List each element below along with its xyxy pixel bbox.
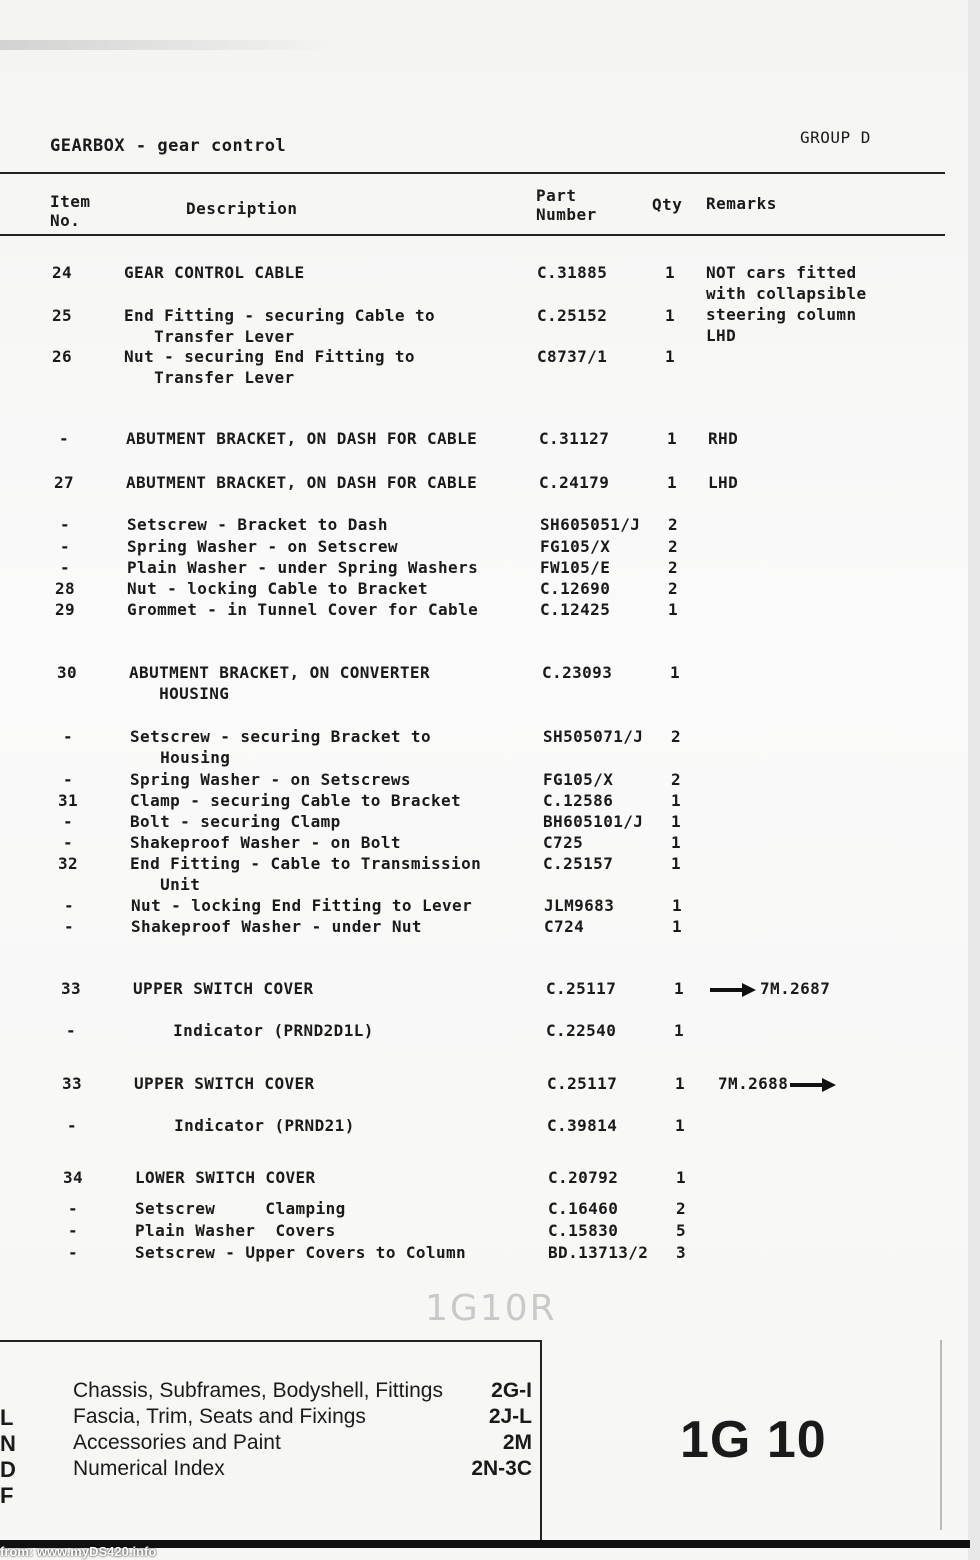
- description-line: Indicator (PRND21): [134, 1116, 355, 1135]
- item-number: -: [67, 1221, 79, 1240]
- item-description: [135, 1198, 346, 1219]
- part-number: FG105/X: [543, 770, 614, 789]
- description-line: Clamp - securing Cable to Bracket: [130, 791, 462, 810]
- part-number: C.25152: [537, 306, 608, 325]
- description-line: Setscrew - Upper Covers to Column: [135, 1243, 467, 1262]
- part-number: C.31127: [539, 429, 610, 448]
- item-description: [131, 895, 472, 916]
- index-section-ref: 2N-3C: [471, 1457, 532, 1480]
- description-line: ABUTMENT BRACKET, ON DASH FOR CABLE: [126, 473, 478, 492]
- part-number: C.39814: [547, 1116, 618, 1135]
- part-number: C.24179: [539, 473, 610, 492]
- item-number: 34: [62, 1168, 84, 1187]
- part-number: C.16460: [548, 1199, 619, 1218]
- col-qty-header: Qty: [652, 195, 683, 214]
- item-number: -: [62, 770, 74, 789]
- item-number: 30: [56, 663, 78, 682]
- part-number: C.22540: [546, 1021, 617, 1040]
- quantity: 1: [664, 306, 676, 325]
- description-line: Setscrew Clamping: [135, 1199, 346, 1218]
- part-number: C.15830: [548, 1221, 619, 1240]
- quantity: 1: [671, 917, 683, 936]
- remarks: [710, 978, 830, 999]
- header-rule-bottom: [0, 234, 945, 236]
- description-line: Shakeproof Washer - under Nut: [131, 917, 422, 936]
- index-section-label: Accessories and Paint: [73, 1431, 281, 1454]
- description-line: Unit: [130, 875, 201, 894]
- quantity: 2: [675, 1199, 687, 1218]
- part-number: FW105/E: [540, 558, 611, 577]
- quantity: 1: [673, 1021, 685, 1040]
- description-line: Spring Washer - on Setscrew: [127, 537, 398, 556]
- quantity: 1: [670, 791, 682, 810]
- footer-divider: [940, 1340, 942, 1530]
- part-number: C.25117: [546, 979, 617, 998]
- part-number: SH605051/J: [540, 515, 641, 534]
- source-credit: from: www.myDS420.info: [0, 1544, 157, 1559]
- item-description: [134, 1115, 355, 1136]
- item-number: -: [62, 812, 74, 831]
- item-description: [124, 262, 305, 283]
- remarks-text: RHD: [708, 429, 739, 448]
- item-number: 32: [57, 854, 79, 873]
- quantity: 2: [667, 515, 679, 534]
- remarks: [708, 472, 738, 493]
- index-section-ref: 2G-I: [491, 1379, 532, 1402]
- item-description: [127, 599, 478, 620]
- part-number: C.25157: [543, 854, 614, 873]
- item-number: -: [67, 1243, 79, 1262]
- item-description: [126, 428, 477, 449]
- item-number: 27: [53, 473, 75, 492]
- part-number: C.31885: [537, 263, 608, 282]
- col-description-header: Description: [186, 199, 298, 218]
- item-description: [127, 514, 388, 535]
- item-description: [130, 832, 401, 853]
- remarks: [718, 1073, 836, 1094]
- item-number: 28: [54, 579, 76, 598]
- col-remarks-header: Remarks: [706, 194, 777, 213]
- description-line: Transfer Lever: [124, 368, 295, 387]
- page-title: GEARBOX - gear control: [50, 136, 287, 156]
- part-number: C8737/1: [537, 347, 608, 366]
- quantity: 2: [667, 558, 679, 577]
- part-number: C725: [543, 833, 584, 852]
- quantity: 1: [675, 1168, 687, 1187]
- quantity: 1: [664, 263, 676, 282]
- description-line: Setscrew - Bracket to Dash: [127, 515, 388, 534]
- item-description: [130, 853, 481, 895]
- arrow-right-icon: [710, 983, 756, 997]
- header-rule-top: [0, 172, 945, 174]
- description-line: UPPER SWITCH COVER: [133, 979, 314, 998]
- description-line: HOUSING: [129, 684, 230, 703]
- part-number: C.12425: [540, 600, 611, 619]
- item-description: [135, 1242, 466, 1263]
- description-line: Setscrew - securing Bracket to: [130, 727, 431, 746]
- part-number: BD.13713/2: [548, 1243, 649, 1262]
- index-section-label: Numerical Index: [73, 1457, 225, 1480]
- quantity: 5: [675, 1221, 687, 1240]
- col-item-line2: No.: [50, 211, 81, 230]
- page-edge: [968, 0, 980, 1560]
- quantity: 1: [673, 979, 685, 998]
- item-description: [133, 978, 314, 999]
- remarks: [706, 262, 867, 346]
- item-number: 31: [57, 791, 79, 810]
- quantity: 1: [671, 896, 683, 915]
- item-number: 26: [51, 347, 73, 366]
- handwritten-stamp: 1G10R: [425, 1288, 557, 1329]
- remarks-text: 7M.2687: [760, 979, 831, 998]
- remarks: [708, 428, 738, 449]
- description-line: ABUTMENT BRACKET, ON CONVERTER: [129, 663, 430, 682]
- description-line: Bolt - securing Clamp: [130, 812, 341, 831]
- description-line: UPPER SWITCH COVER: [134, 1074, 315, 1093]
- description-line: Plain Washer - under Spring Washers: [127, 558, 479, 577]
- quantity: 3: [675, 1243, 687, 1262]
- quantity: 2: [667, 579, 679, 598]
- col-item-header: [50, 192, 91, 230]
- col-item-line1: Item: [50, 192, 91, 211]
- description-line: Nut - securing End Fitting to: [124, 347, 415, 366]
- quantity: 2: [667, 537, 679, 556]
- item-description: [130, 790, 461, 811]
- item-number: -: [59, 515, 71, 534]
- quantity: 1: [674, 1116, 686, 1135]
- description-line: End Fitting - Cable to Transmission: [130, 854, 482, 873]
- description-line: ABUTMENT BRACKET, ON DASH FOR CABLE: [126, 429, 478, 448]
- item-number: 33: [61, 1074, 83, 1093]
- remarks-text: NOT cars fitted with collapsible steering column LHD: [706, 263, 867, 345]
- item-description: [124, 346, 415, 388]
- index-section-ref: 2M: [502, 1431, 532, 1454]
- item-description: [127, 557, 478, 578]
- quantity: 2: [670, 727, 682, 746]
- index-section-ref: 2J-L: [488, 1405, 532, 1428]
- item-number: -: [59, 558, 71, 577]
- item-number: -: [62, 727, 74, 746]
- item-number: 33: [60, 979, 82, 998]
- part-number: C.12586: [543, 791, 614, 810]
- description-line: Indicator (PRND2D1L): [133, 1021, 374, 1040]
- remarks-text: LHD: [708, 473, 739, 492]
- part-number: C.25117: [547, 1074, 618, 1093]
- item-description: [130, 811, 341, 832]
- item-description: [126, 472, 477, 493]
- item-description: [131, 916, 422, 937]
- item-number: 25: [51, 306, 73, 325]
- index-section-label: Chassis, Subframes, Bodyshell, Fittings: [73, 1379, 443, 1402]
- item-description: [124, 305, 435, 347]
- description-line: Spring Washer - on Setscrews: [130, 770, 411, 789]
- item-description: [127, 578, 428, 599]
- quantity: 1: [674, 1074, 686, 1093]
- quantity: 1: [670, 833, 682, 852]
- item-number: -: [67, 1199, 79, 1218]
- scan-smudge: [0, 40, 340, 50]
- description-line: Shakeproof Washer - on Bolt: [130, 833, 401, 852]
- item-number: -: [63, 896, 75, 915]
- quantity: 2: [670, 770, 682, 789]
- item-description: [135, 1220, 336, 1241]
- index-section-label: Fascia, Trim, Seats and Fixings: [73, 1405, 366, 1428]
- edge-index-letter: N: [0, 1431, 16, 1456]
- part-number: C.12690: [540, 579, 611, 598]
- description-line: Housing: [130, 748, 231, 767]
- description-line: Nut - locking Cable to Bracket: [127, 579, 428, 598]
- col-part-header: [536, 186, 597, 224]
- edge-index-letter: F: [0, 1483, 14, 1508]
- description-line: End Fitting - securing Cable to: [124, 306, 436, 325]
- item-number: 24: [51, 263, 73, 282]
- remarks-text: 7M.2688: [718, 1074, 789, 1093]
- item-number: -: [65, 1021, 77, 1040]
- part-number: BH605101/J: [543, 812, 644, 831]
- group-label: GROUP D: [800, 128, 871, 147]
- part-number: C.20792: [548, 1168, 619, 1187]
- description-line: Grommet - in Tunnel Cover for Cable: [127, 600, 479, 619]
- part-number: C.23093: [542, 663, 613, 682]
- col-part-line2: Number: [536, 205, 597, 224]
- item-description: [130, 726, 431, 768]
- quantity: 1: [669, 663, 681, 682]
- edge-index-letter: L: [0, 1405, 14, 1430]
- description-line: GEAR CONTROL CABLE: [124, 263, 305, 282]
- quantity: 1: [664, 347, 676, 366]
- item-description: [127, 536, 398, 557]
- description-line: LOWER SWITCH COVER: [135, 1168, 316, 1187]
- item-description: [135, 1167, 316, 1188]
- item-number: -: [63, 917, 75, 936]
- part-number: SH505071/J: [543, 727, 644, 746]
- item-description: [129, 662, 430, 704]
- page-number: 1G 10: [680, 1411, 827, 1469]
- quantity: 1: [670, 854, 682, 873]
- item-description: [130, 769, 411, 790]
- item-description: [133, 1020, 374, 1041]
- item-number: -: [59, 537, 71, 556]
- item-number: 29: [54, 600, 76, 619]
- item-number: -: [62, 833, 74, 852]
- item-number: -: [66, 1116, 78, 1135]
- part-number: C724: [544, 917, 585, 936]
- col-part-line1: Part: [536, 186, 577, 205]
- part-number: JLM9683: [544, 896, 615, 915]
- item-number: -: [58, 429, 70, 448]
- item-description: [134, 1073, 315, 1094]
- quantity: 1: [666, 429, 678, 448]
- description-line: Nut - locking End Fitting to Lever: [131, 896, 473, 915]
- quantity: 1: [666, 473, 678, 492]
- quantity: 1: [670, 812, 682, 831]
- edge-index-letter: D: [0, 1457, 16, 1482]
- description-line: Plain Washer Covers: [135, 1221, 336, 1240]
- description-line: Transfer Lever: [124, 327, 295, 346]
- arrow-right-icon: [790, 1078, 836, 1092]
- quantity: 1: [667, 600, 679, 619]
- part-number: FG105/X: [540, 537, 611, 556]
